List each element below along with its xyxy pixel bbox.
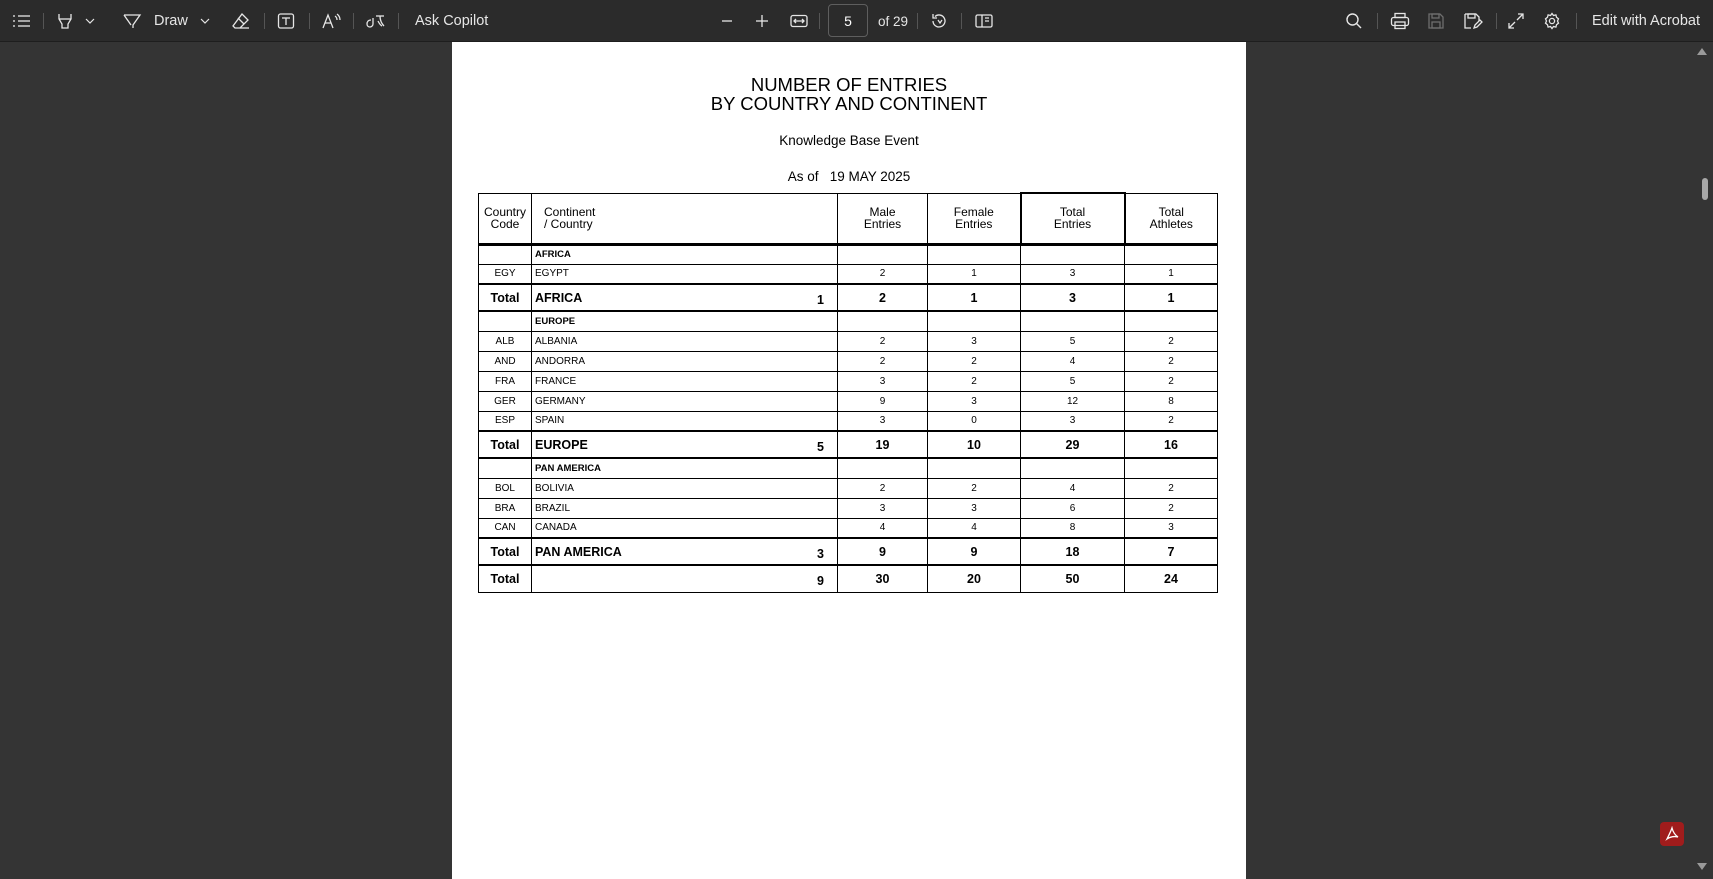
print-icon[interactable] [1390,0,1410,42]
scroll-down-arrow-icon[interactable] [1697,863,1707,870]
header-female-entries: Female Entries [928,193,1021,244]
header-total-athletes: Total Athletes [1125,193,1218,244]
draw-options-chevron-icon[interactable] [200,0,210,42]
continent-header-row [479,458,1218,478]
table-row: ESP SPAIN 3 0 3 2 [479,411,1218,431]
as-of-label: As of [787,169,819,184]
ask-copilot-label: Ask Copilot [415,13,489,29]
header-continent-country: Continent / Country [532,193,838,244]
settings-gear-icon[interactable] [1543,0,1561,42]
continent-name: PAN AMERICA [532,458,838,478]
save-as-icon[interactable] [1463,0,1483,42]
report-title-line1: NUMBER OF ENTRIES [750,74,948,95]
grand-total-row: Total 9 30 20 50 24 [479,565,1218,592]
zoom-in-icon[interactable] [755,0,769,42]
page-count: of 29 [878,13,909,29]
continent-total-row: Total EUROPE 5 19 10 29 16 [479,431,1218,458]
as-of-date: 19 MAY 2025 [829,169,911,184]
pdf-toolbar [0,0,1713,42]
eraser-icon[interactable] [231,0,251,42]
text-box-icon[interactable] [277,0,295,42]
table-row: ALB ALBANIA 2 3 5 2 [479,331,1218,351]
scrollbar-thumb[interactable] [1702,178,1708,200]
continent-total-row: Total PAN AMERICA 3 9 9 18 7 [479,538,1218,565]
highlight-options-chevron-icon[interactable] [85,0,95,42]
fit-width-icon[interactable] [790,0,808,42]
edit-with-acrobat-label: Edit with Acrobat [1592,13,1700,29]
highlight-icon[interactable] [56,0,74,42]
rotate-icon[interactable] [930,0,948,42]
continent-total-row: Total AFRICA 1 2 1 3 1 [479,284,1218,311]
continent-header-row [479,244,1218,264]
continent-name: AFRICA [532,244,838,264]
page-view-icon[interactable] [975,0,993,42]
table-header-row [479,193,1218,244]
table-row: AND ANDORRA 2 2 4 2 [479,351,1218,371]
entries-table [478,192,1218,593]
header-country-code: Country Code [479,193,532,244]
save-icon[interactable] [1427,0,1445,42]
table-row: BRA BRAZIL 3 3 6 2 [479,498,1218,518]
scroll-up-arrow-icon[interactable] [1697,48,1707,55]
translate-icon[interactable] [365,0,385,42]
table-row: CAN CANADA 4 4 8 3 [479,518,1218,538]
pdf-page [452,42,1246,879]
contents-icon[interactable] [12,0,32,42]
draw-icon [122,12,142,30]
continent-header-row [479,311,1218,331]
as-of-line [452,169,1246,184]
draw-label: Draw [154,13,188,29]
table-row: EGY EGYPT 2 1 3 1 [479,264,1218,284]
edit-with-acrobat-button[interactable] [1592,0,1700,42]
draw-button[interactable] [122,0,188,42]
table-row: FRA FRANCE 3 2 5 2 [479,371,1218,391]
report-title-line2: BY COUNTRY AND CONTINENT [710,93,988,114]
ask-copilot-button[interactable] [415,0,488,42]
page-number-input[interactable] [828,4,868,37]
acrobat-logo-icon[interactable] [1660,822,1684,846]
table-row: GER GERMANY 9 3 12 8 [479,391,1218,411]
read-aloud-icon[interactable] [321,0,341,42]
header-total-entries: Total Entries [1021,193,1125,244]
zoom-out-icon[interactable] [720,0,734,42]
table-row: BOL BOLIVIA 2 2 4 2 [479,478,1218,498]
event-name: Knowledge Base Event [779,133,919,148]
fullscreen-icon[interactable] [1508,0,1524,42]
header-male-entries: Male Entries [838,193,928,244]
search-icon[interactable] [1345,0,1363,42]
continent-name: EUROPE [532,311,838,331]
